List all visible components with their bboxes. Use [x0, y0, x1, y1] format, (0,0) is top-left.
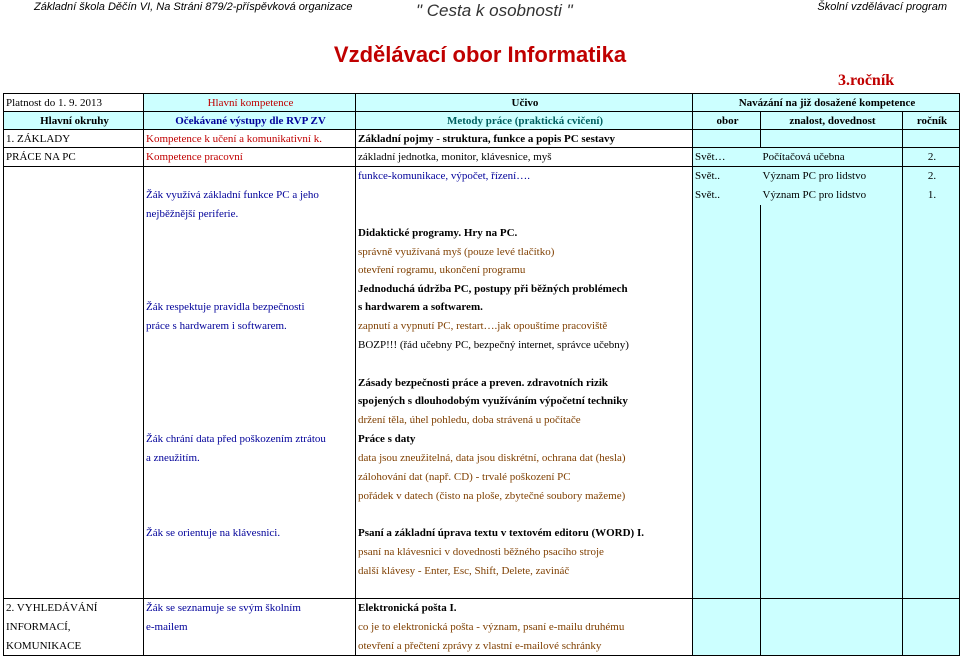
- cell-output: [144, 581, 356, 599]
- cell-knowledge: [761, 487, 903, 506]
- cell-knowledge: [761, 280, 903, 298]
- table-row: [4, 243, 960, 261]
- cell-subject: [693, 392, 761, 411]
- cell-area: [4, 243, 144, 261]
- cell-method: [356, 355, 693, 374]
- cell-year: [903, 317, 960, 336]
- cell-year: [903, 224, 960, 243]
- table-row: [4, 130, 960, 148]
- cell-subject: [693, 618, 761, 637]
- cell-knowledge: Význam PC pro lidstvo: [761, 186, 903, 205]
- cell-output: [144, 167, 356, 186]
- cell-year: [903, 506, 960, 524]
- cell-subject: [693, 581, 761, 599]
- cell-subject: [693, 280, 761, 298]
- cell-year: [903, 298, 960, 317]
- main-areas-header: Hlavní okruhy: [4, 112, 144, 130]
- cell-output: [144, 243, 356, 261]
- cell-knowledge: [761, 392, 903, 411]
- cell-knowledge: [761, 581, 903, 599]
- cell-area: [4, 261, 144, 280]
- cell-area: [4, 543, 144, 562]
- header-row-1: [4, 94, 960, 112]
- cell-method: BOZP!!! (řád učebny PC, bezpečný internet, správce učebny): [356, 336, 693, 355]
- cell-method: funkce-komunikace, výpočet, řízení….: [356, 167, 693, 186]
- cell-knowledge: [761, 224, 903, 243]
- page-title: Vzdělávací obor Informatika: [333, 42, 627, 67]
- cell-year: [903, 355, 960, 374]
- cell-knowledge: Počítačová učebna: [761, 148, 903, 167]
- table-row: [4, 449, 960, 468]
- cell-output: Kompetence k učení a komunikativní k.: [144, 130, 356, 148]
- cell-year: [903, 205, 960, 224]
- cell-subject: [693, 243, 761, 261]
- cell-subject: [693, 355, 761, 374]
- cell-area: [4, 411, 144, 430]
- cell-method: [356, 205, 693, 224]
- cell-year: [903, 449, 960, 468]
- cell-area: [4, 468, 144, 487]
- cell-subject: Svět..: [693, 167, 761, 186]
- cell-method: co je to elektronická pošta - význam, psaní e-mailu druhému: [356, 618, 693, 637]
- cell-knowledge: [761, 205, 903, 224]
- cell-area: [4, 205, 144, 224]
- school-name: Základní škola Děčín VI, Na Stráni 879/2-příspěvková organizace: [34, 1, 353, 13]
- cell-knowledge: [761, 637, 903, 656]
- subject-header: obor: [693, 112, 761, 130]
- cell-year: [903, 487, 960, 506]
- table-row: [4, 186, 960, 205]
- cell-knowledge: [761, 562, 903, 581]
- cell-method: otevření a přečtení zprávy z vlastní e-mailové schránky: [356, 637, 693, 656]
- cell-method: spojených s dlouhodobým využíváním výpočetní techniky: [356, 392, 693, 411]
- cell-subject: [693, 468, 761, 487]
- cell-subject: Svět..: [693, 186, 761, 205]
- table-row: [4, 599, 960, 618]
- year-header: ročník: [903, 112, 960, 130]
- cell-knowledge: [761, 298, 903, 317]
- table-row: [4, 298, 960, 317]
- cell-output: Žák se seznamuje se svým školním: [144, 599, 356, 618]
- cell-knowledge: [761, 430, 903, 449]
- cell-output: Žák respektuje pravidla bezpečnosti: [144, 298, 356, 317]
- cell-area: [4, 487, 144, 506]
- cell-method: [356, 581, 693, 599]
- table-row: [4, 205, 960, 224]
- cell-year: [903, 562, 960, 581]
- cell-subject: [693, 224, 761, 243]
- cell-area: [4, 430, 144, 449]
- table-row: [4, 148, 960, 167]
- cell-year: 2.: [903, 148, 960, 167]
- cell-knowledge: [761, 618, 903, 637]
- cell-area: [4, 186, 144, 205]
- cell-output: nejběžnější periferie.: [144, 205, 356, 224]
- key-competences-header: Hlavní kompetence: [144, 94, 356, 112]
- cell-method: [356, 186, 693, 205]
- knowledge-header: znalost, dovednost: [761, 112, 903, 130]
- cell-output: [144, 336, 356, 355]
- table-row: [4, 618, 960, 637]
- cell-output: [144, 468, 356, 487]
- cell-subject: [693, 205, 761, 224]
- cell-method: psaní na klávesnici v dovednosti běžného psacího stroje: [356, 543, 693, 562]
- cell-output: [144, 224, 356, 243]
- cell-area: [4, 581, 144, 599]
- table-row: [4, 336, 960, 355]
- cell-subject: [693, 524, 761, 543]
- cell-subject: [693, 637, 761, 656]
- table-row: [4, 581, 960, 599]
- cell-method: Elektronická pošta I.: [356, 599, 693, 618]
- cell-subject: [693, 317, 761, 336]
- cell-subject: [693, 487, 761, 506]
- cell-year: [903, 392, 960, 411]
- cell-year: [903, 243, 960, 261]
- cell-subject: [693, 599, 761, 618]
- cell-year: 1.: [903, 186, 960, 205]
- cell-knowledge: Význam PC pro lidstvo: [761, 167, 903, 186]
- cell-method: [356, 506, 693, 524]
- cell-area: 2. VYHLEDÁVÁNÍ: [4, 599, 144, 618]
- program-name: Školní vzdělávací program: [817, 1, 947, 13]
- cell-area: [4, 224, 144, 243]
- table-row: [4, 411, 960, 430]
- cell-year: [903, 637, 960, 656]
- follow-up-header: Navázání na již dosažené kompetence: [693, 94, 960, 112]
- cell-output: [144, 280, 356, 298]
- methods-header: Metody práce (praktická cvičení): [356, 112, 693, 130]
- table-row: [4, 637, 960, 656]
- school-motto: " Cesta k osobnosti ": [416, 1, 573, 20]
- table-row: [4, 355, 960, 374]
- cell-area: [4, 374, 144, 392]
- cell-knowledge: [761, 543, 903, 562]
- cell-knowledge: [761, 468, 903, 487]
- table-row: [4, 543, 960, 562]
- table-row: [4, 524, 960, 543]
- cell-subject: [693, 562, 761, 581]
- cell-method: Základní pojmy - struktura, funkce a popis PC sestavy: [356, 130, 693, 148]
- cell-area: KOMUNIKACE: [4, 637, 144, 656]
- cell-output: [144, 392, 356, 411]
- table-row: [4, 562, 960, 581]
- cell-knowledge: [761, 336, 903, 355]
- table-row: [4, 261, 960, 280]
- cell-method: Didaktické programy. Hry na PC.: [356, 224, 693, 243]
- cell-subject: [693, 543, 761, 562]
- cell-year: 2.: [903, 167, 960, 186]
- cell-year: [903, 430, 960, 449]
- cell-subject: Svět…: [693, 148, 761, 167]
- cell-method: základní jednotka, monitor, klávesnice, myš: [356, 148, 693, 167]
- cell-subject: [693, 374, 761, 392]
- cell-year: [903, 261, 960, 280]
- cell-year: [903, 524, 960, 543]
- table-row: [4, 317, 960, 336]
- cell-subject: [693, 430, 761, 449]
- table-row: [4, 224, 960, 243]
- cell-subject: [693, 261, 761, 280]
- cell-output: [144, 487, 356, 506]
- cell-area: [4, 449, 144, 468]
- cell-output: Žák chrání data před poškozením ztrátou: [144, 430, 356, 449]
- cell-output: [144, 637, 356, 656]
- cell-knowledge: [761, 261, 903, 280]
- cell-knowledge: [761, 599, 903, 618]
- cell-area: [4, 506, 144, 524]
- cell-output: [144, 411, 356, 430]
- cell-area: [4, 562, 144, 581]
- cell-output: Žák se orientuje na klávesnici.: [144, 524, 356, 543]
- cell-method: správně využívaná myš (pouze levé tlačítko): [356, 243, 693, 261]
- table-row: [4, 430, 960, 449]
- header-row-2: [4, 112, 960, 130]
- cell-method: Práce s daty: [356, 430, 693, 449]
- cell-method: data jsou zneužitelná, data jsou diskrétní, ochrana dat (hesla): [356, 449, 693, 468]
- cell-subject: [693, 506, 761, 524]
- cell-year: [903, 618, 960, 637]
- grade-label: 3.ročník: [838, 72, 895, 89]
- cell-output: práce s hardwarem i softwarem.: [144, 317, 356, 336]
- cell-method: Psaní a základní úprava textu v textovém editoru (WORD) I.: [356, 524, 693, 543]
- cell-method: držení těla, úhel pohledu, doba strávená u počítače: [356, 411, 693, 430]
- table-row: [4, 392, 960, 411]
- cell-area: INFORMACÍ,: [4, 618, 144, 637]
- cell-year: [903, 130, 960, 148]
- cell-subject: [693, 130, 761, 148]
- cell-year: [903, 280, 960, 298]
- cell-subject: [693, 449, 761, 468]
- cell-area: [4, 524, 144, 543]
- cell-method: Zásady bezpečnosti práce a preven. zdravotních rizik: [356, 374, 693, 392]
- cell-output: [144, 506, 356, 524]
- cell-output: [144, 355, 356, 374]
- validity-cell: Platnost do 1. 9. 2013: [4, 94, 144, 112]
- cell-output: Kompetence pracovní: [144, 148, 356, 167]
- cell-output: Žák využívá základní funkce PC a jeho: [144, 186, 356, 205]
- cell-output: [144, 543, 356, 562]
- cell-area: [4, 392, 144, 411]
- table-row: [4, 167, 960, 186]
- cell-output: e-mailem: [144, 618, 356, 637]
- table-row: [4, 487, 960, 506]
- cell-year: [903, 336, 960, 355]
- curriculum-header: Učivo: [356, 94, 693, 112]
- cell-area: [4, 336, 144, 355]
- cell-knowledge: [761, 374, 903, 392]
- cell-knowledge: [761, 506, 903, 524]
- cell-area: 1. ZÁKLADY: [4, 130, 144, 148]
- cell-area: [4, 280, 144, 298]
- cell-subject: [693, 336, 761, 355]
- cell-knowledge: [761, 130, 903, 148]
- cell-year: [903, 543, 960, 562]
- cell-area: [4, 317, 144, 336]
- cell-area: [4, 355, 144, 374]
- cell-output: [144, 261, 356, 280]
- cell-area: PRÁCE NA PC: [4, 148, 144, 167]
- cell-knowledge: [761, 243, 903, 261]
- cell-method: otevření rogramu, ukončení programu: [356, 261, 693, 280]
- cell-knowledge: [761, 355, 903, 374]
- table-row: [4, 506, 960, 524]
- cell-method: Jednoduchá údržba PC, postupy při běžných problémech: [356, 280, 693, 298]
- cell-subject: [693, 411, 761, 430]
- cell-method: s hardwarem a softwarem.: [356, 298, 693, 317]
- cell-knowledge: [761, 524, 903, 543]
- expected-outputs-header: Očekávané výstupy dle RVP ZV: [144, 112, 356, 130]
- table-row: [4, 374, 960, 392]
- table-row: [4, 280, 960, 298]
- cell-year: [903, 411, 960, 430]
- cell-year: [903, 581, 960, 599]
- cell-year: [903, 468, 960, 487]
- cell-area: [4, 167, 144, 186]
- table-row: [4, 468, 960, 487]
- cell-year: [903, 374, 960, 392]
- cell-output: [144, 374, 356, 392]
- cell-area: [4, 298, 144, 317]
- cell-knowledge: [761, 317, 903, 336]
- cell-method: zálohování dat (např. CD) - trvalé poškození PC: [356, 468, 693, 487]
- curriculum-table: [3, 93, 960, 656]
- cell-subject: [693, 298, 761, 317]
- cell-knowledge: [761, 411, 903, 430]
- cell-output: [144, 562, 356, 581]
- cell-output: a zneužitím.: [144, 449, 356, 468]
- cell-method: pořádek v datech (čisto na ploše, zbytečné soubory mažeme): [356, 487, 693, 506]
- cell-year: [903, 599, 960, 618]
- cell-knowledge: [761, 449, 903, 468]
- cell-method: další klávesy - Enter, Esc, Shift, Delete, zavináč: [356, 562, 693, 581]
- cell-method: zapnutí a vypnutí PC, restart….jak opouštíme pracoviště: [356, 317, 693, 336]
